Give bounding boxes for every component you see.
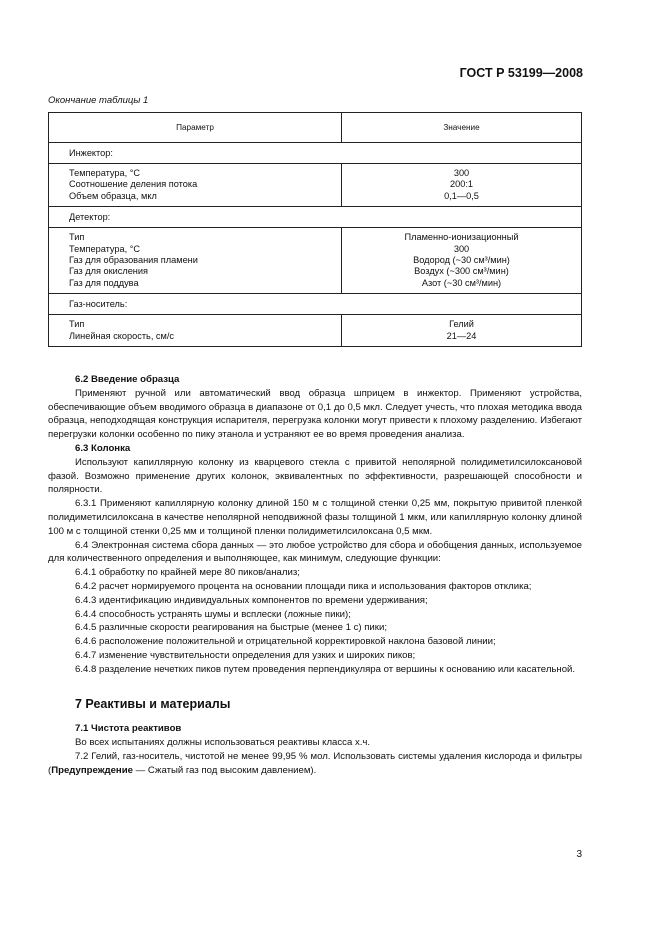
value-cell bbox=[342, 315, 582, 347]
param-cell bbox=[49, 164, 342, 207]
table-row bbox=[49, 315, 582, 347]
column-header-parameter: Параметр bbox=[49, 113, 342, 143]
list-item: 6.4.6 расположение положительной и отрицательной корректировкой наклона базовой линии; bbox=[75, 636, 496, 648]
section-title: Газ-носитель: bbox=[49, 294, 582, 315]
param-cell bbox=[49, 228, 342, 294]
section-heading-6-3: 6.3 Колонка bbox=[75, 442, 131, 454]
table-row bbox=[49, 164, 582, 207]
param-value: Пламенно-ионизационный bbox=[404, 232, 519, 243]
paragraph: Применяют ручной или автоматический ввод образца шприцем в инжектор. Применяют устройства, обеспечивающие объем вводимого образца в диапазоне от 0,1 до 0,5 мкл. Следует учесть, что плохая методика ввода образца, неподходящая конструкция испарителя, перегрузка колонки могут привести к плохому разделению. Избегают перегрузки колонки особенно по пику этанола и устраняют ее во время проведения анализа. bbox=[48, 387, 582, 441]
parameters-table bbox=[48, 112, 582, 347]
section-row-detector bbox=[49, 207, 582, 228]
section-row-injector bbox=[49, 143, 582, 164]
param-name: Объем образца, мкл bbox=[69, 190, 157, 201]
paragraph-text: — Сжатый газ под высоким давлением). bbox=[132, 764, 317, 776]
list-item: 6.4.8 разделение нечетких пиков путем проведения перпендикуляра от вершины к основанию или касательной. bbox=[75, 663, 576, 675]
body-text bbox=[48, 373, 582, 778]
param-name: Газ для поддува bbox=[69, 277, 139, 288]
list-item: 6.4.7 изменение чувствительности определения для узких и широких пиков; bbox=[75, 649, 416, 661]
list-item: 6.4.1 обработку по крайней мере 80 пиков/анализ; bbox=[75, 567, 300, 579]
section-heading-6-2: 6.2 Введение образца bbox=[75, 374, 180, 385]
value-cell bbox=[342, 164, 582, 207]
list-item: 6.4.4 способность устранять шумы и всплески (ложные пики); bbox=[75, 608, 351, 620]
section-heading-7: 7 Реактивы и материалы bbox=[75, 696, 231, 711]
param-name: Температура, °С bbox=[69, 168, 141, 178]
warning-label: Предупреждение bbox=[51, 764, 133, 776]
section-title: Детектор: bbox=[49, 207, 582, 228]
table-row bbox=[49, 228, 582, 294]
param-name: Газ для окисления bbox=[69, 266, 148, 277]
column-header-value: Значение bbox=[342, 113, 582, 143]
param-name: Газ для образования пламени bbox=[69, 255, 198, 266]
param-value: 300 bbox=[453, 168, 470, 178]
list-item: 6.4.5 различные скорости реагирования на быстрые (менее 1 с) пики; bbox=[75, 622, 388, 634]
param-value: Воздух (~300 см³/мин) bbox=[414, 266, 509, 277]
param-value: 21—24 bbox=[446, 330, 477, 341]
section-title: Инжектор: bbox=[49, 143, 582, 164]
param-name: Тип bbox=[69, 232, 85, 243]
table-header-row bbox=[49, 113, 582, 143]
paragraph: 6.4 Электронная система сбора данных — это любое устройство для сбора и обобщения данных, используемое для количественного определения и выполняющее, как минимум, следующие функции: bbox=[48, 539, 582, 565]
param-value: 300 bbox=[453, 243, 470, 254]
paragraph bbox=[48, 750, 582, 778]
section-row-carrier-gas bbox=[49, 294, 582, 315]
param-value: 200:1 bbox=[450, 179, 473, 190]
param-name: Соотношение деления потока bbox=[69, 179, 198, 190]
param-value: Азот (~30 см³/мин) bbox=[421, 277, 502, 288]
list-item: 6.4.2 расчет нормируемого процента на основании площади пика и использования факторов отклика; bbox=[75, 580, 532, 592]
paragraph-text: 7.2 Гелий, газ-носитель, чистотой не менее 99,95 % мол. Использовать системы удаления кислорода и фильтры ( bbox=[48, 750, 582, 776]
param-value: Гелий bbox=[449, 319, 474, 330]
paragraph: Используют капиллярную колонку из кварцевого стекла с привитой неполярной полидиметилсилоксановой фазой. Возможно применение других колонок, эквивалентных по эффективности, разрешающей способности и полярности. bbox=[48, 456, 582, 496]
table-caption: Окончание таблицы 1 bbox=[48, 95, 149, 106]
param-value: Водород (~30 см³/мин) bbox=[413, 255, 510, 266]
value-cell bbox=[342, 228, 582, 294]
section-heading-7-1: 7.1 Чистота реактивов bbox=[75, 723, 182, 735]
document-number: ГОСТ Р 53199—2008 bbox=[459, 66, 583, 80]
page-number: 3 bbox=[576, 849, 582, 860]
paragraph: Во всех испытаниях должны использоваться реактивы класса х.ч. bbox=[75, 737, 371, 749]
param-cell bbox=[49, 315, 342, 347]
param-name: Тип bbox=[69, 319, 85, 330]
param-name: Линейная скорость, см/с bbox=[69, 330, 174, 341]
param-name: Температура, °С bbox=[69, 243, 141, 254]
param-value: 0,1—0,5 bbox=[444, 190, 479, 201]
paragraph: 6.3.1 Применяют капиллярную колонку длиной 150 м с толщиной стенки 0,25 мм, покрытую привитой пленкой полидиметилсилоксана в качестве неполярной неподвижной фазы толщиной 1 мкм, или капиллярную колонку длиной 100 м с толщиной стенки 0,25 мм и толщиной пленки полидиметилсилоксана 0,5 мкм. bbox=[48, 498, 582, 537]
list-item: 6.4.3 идентификацию индивидуальных компонентов по времени удерживания; bbox=[75, 594, 428, 606]
